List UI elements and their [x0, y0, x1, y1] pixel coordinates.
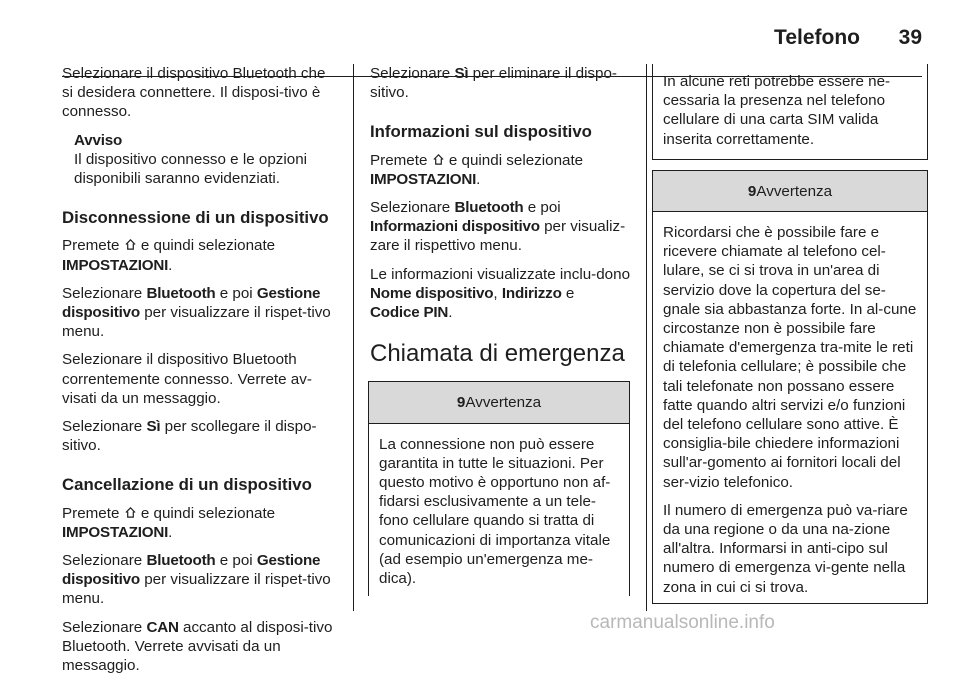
info-note-box [652, 64, 928, 160]
text: Selezionare [370, 199, 451, 217]
menu-term: Sì [454, 65, 469, 82]
menu-term: Bluetooth [454, 199, 524, 217]
paragraph [62, 284, 340, 342]
column-divider [646, 64, 647, 611]
column-divider [353, 64, 354, 611]
column-2 [370, 64, 632, 596]
warning-body: La connessione non può essere garantita in tutte le situazioni. Per questo motivo è opportuno non af-fidarsi esclusivamente a un tele-fono cellulare quando si tratta di comunicazioni di importanza vitale (ad esempio un'emergenza me-dica). [379, 435, 611, 588]
note-text: In alcune reti potrebbe essere ne-cessaria la presenza nel telefono cellulare di una carta SIM valida inserita correttamente. [663, 73, 891, 148]
menu-term: IMPOSTAZIONI [62, 256, 169, 274]
text: Premete [62, 237, 120, 255]
note [62, 131, 340, 189]
column-3 [664, 64, 924, 604]
home-icon [432, 153, 445, 166]
paragraph [370, 198, 632, 256]
text: Selezionare [62, 552, 143, 570]
page-header [0, 26, 960, 54]
warning-box [368, 381, 630, 596]
text: per eliminare il dispo-sitivo. [370, 65, 617, 102]
warning-box [652, 170, 928, 604]
paragraph: Le informazioni visualizzate inclu-dono Nome dispositivo, Indirizzo e Codice PIN. [370, 265, 631, 322]
menu-term: Nome dispositivo [370, 284, 494, 302]
section-heading: Cancellazione di un dispositivo [62, 475, 312, 495]
page-number: 39 [898, 26, 922, 49]
page-title: Telefono [774, 26, 860, 49]
menu-term: Bluetooth [146, 552, 216, 570]
menu-term: IMPOSTAZIONI [62, 523, 169, 541]
menu-term: Gestione dispositivo [62, 552, 321, 589]
menu-term: Codice PIN [370, 304, 449, 322]
home-icon [124, 238, 137, 251]
text: per visualizzare il rispet-tivo menu. [62, 571, 331, 608]
menu-term: Indirizzo [501, 284, 562, 302]
text: e poi [527, 199, 561, 217]
watermark: carmanualsonline.info [590, 612, 775, 633]
menu-term: Sì [146, 418, 161, 436]
section-heading: Disconnessione di un dispositivo [62, 208, 329, 228]
text: Selezionare [62, 284, 143, 302]
section-heading: Informazioni sul dispositivo [370, 122, 592, 142]
text: Le informazioni visualizzate inclu-dono [370, 265, 631, 283]
chapter-heading: Chiamata di emergenza [370, 340, 625, 368]
menu-term: Bluetooth [146, 284, 216, 302]
text: Selezionare [62, 418, 143, 436]
paragraph: Il numero di emergenza può va-riare da una regione o da una na-zione all'altra. Informarsi in anti-cipo sul numero di emergenza vi-gente nella zona in cui ci si trova. [663, 501, 908, 596]
text: per scollegare il dispo-sitivo. [62, 418, 317, 455]
menu-term: CAN [146, 618, 179, 636]
text: e quindi selezionate [448, 151, 584, 169]
menu-term: IMPOSTAZIONI [370, 170, 477, 188]
paragraph: Premete e quindi selezionate IMPOSTAZIONI. [62, 237, 276, 274]
text: Selezionare [370, 65, 451, 82]
warning-title: Avvertenza [465, 394, 542, 412]
paragraph: Ricordarsi che è possibile fare e ricevere chiamate al telefono cel-lulare, se ci si trova in un'area di servizio dove la copertura del se-gnale sia abbastanza forte. In al-cune circostanze non è possibile fare chiamate d'emergenza tra-mite le reti di telefonia cellulare; è possibile che tali telefonate non possano essere fatte quando altri servizi e/o funzioni del telefono cellulare sono attive. È consiglia-bile chiedere informazioni sull'ar-gomento ai fornitori locali del ser-vizio telefonico. [663, 224, 917, 491]
text: per visualiz-zare il rispettivo menu. [370, 218, 626, 255]
warning-header [369, 382, 629, 423]
text: , [493, 284, 498, 302]
text: Premete [62, 504, 120, 522]
text: e [565, 284, 575, 302]
warning-icon: 9 [456, 394, 466, 412]
text: Premete [370, 151, 428, 169]
column-1 [62, 64, 340, 684]
text: e poi [219, 284, 253, 302]
text: e quindi selezionate [140, 237, 276, 255]
paragraph [370, 64, 632, 102]
text: Selezionare [62, 618, 143, 636]
note-text: Il dispositivo connesso e le opzioni disponibili saranno evidenziati. [74, 150, 308, 188]
paragraph: Premete e quindi selezionate IMPOSTAZIONI. [62, 504, 276, 541]
paragraph: Selezionare il dispositivo Bluetooth correntemente connesso. Verrete av-visati da un messaggio. [62, 351, 312, 407]
warning-title: Avvertenza [756, 182, 833, 200]
text: per visualizzare il rispet-tivo menu. [62, 304, 331, 341]
home-icon [124, 506, 137, 519]
text: e poi [219, 552, 253, 570]
text: e quindi selezionate [140, 504, 276, 522]
note-title: Avviso [74, 131, 123, 149]
text: accanto al disposi-tivo Bluetooth. Verrete avvisati da un messaggio. [62, 618, 333, 675]
warning-body [653, 212, 927, 603]
paragraph [62, 417, 340, 455]
paragraph: Premete e quindi selezionate IMPOSTAZIONI. [370, 151, 584, 188]
paragraph [62, 551, 340, 609]
warning-icon: 9 [747, 182, 757, 200]
menu-term: Gestione dispositivo [62, 284, 321, 322]
paragraph: Selezionare il dispositivo Bluetooth che si desidera connettere. Il disposi-tivo è connesso. [62, 65, 326, 121]
warning-header [653, 171, 927, 212]
menu-term: Informazioni dispositivo [370, 218, 540, 236]
paragraph [62, 618, 340, 676]
